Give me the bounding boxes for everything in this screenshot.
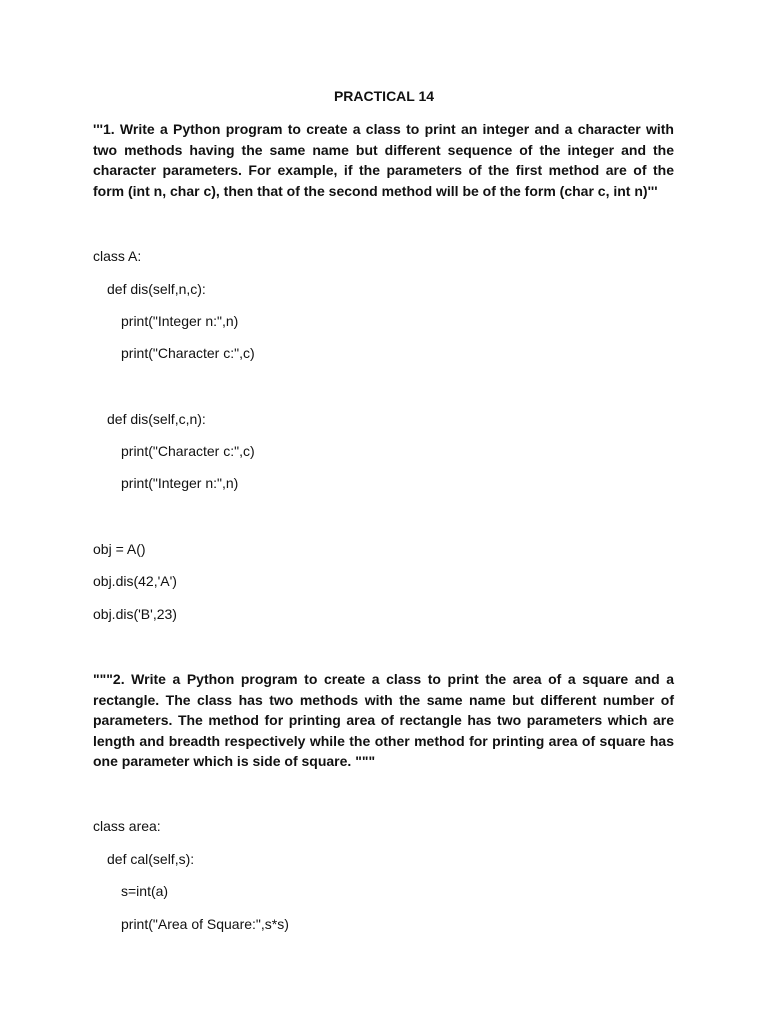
code-line: def cal(self,s):: [107, 851, 195, 867]
code-line: s=int(a): [121, 883, 169, 899]
code-line: obj.dis(42,'A'): [93, 573, 177, 589]
code-line: def dis(self,c,n):: [107, 411, 206, 427]
code-line: print("Character c:",c): [121, 443, 255, 459]
code-line: def dis(self,n,c):: [107, 281, 206, 297]
code-line: print("Integer n:",n): [121, 475, 239, 491]
question-2-text: """2. Write a Python program to create a class to print the area of a square and a rectangle. The class has two methods with the same name but different number of parameters. The method for printing area of rectangle has two parameters which are length and breadth respectively while the other method for printing area of square has one parameter which is side of square. """: [93, 671, 674, 769]
page-title: PRACTICAL 14: [333, 88, 435, 104]
code-line: print("Area of Square:",s*s): [121, 916, 289, 932]
code-line: print("Character c:",c): [121, 345, 255, 361]
code-line: class area:: [93, 818, 161, 834]
code-line: class A:: [93, 248, 142, 264]
code-line: obj = A(): [93, 541, 146, 557]
code-line: print("Integer n:",n): [121, 313, 239, 329]
code-line: obj.dis('B',23): [93, 606, 177, 622]
question-1-text: '''1. Write a Python program to create a class to print an integer and a character with two methods having the same name but different sequence of the integer and the character parameters. For example, if the parameters of the first method are of the form (int n, char c), then that of the second method will be of the form (char c, int n)''': [93, 121, 674, 199]
